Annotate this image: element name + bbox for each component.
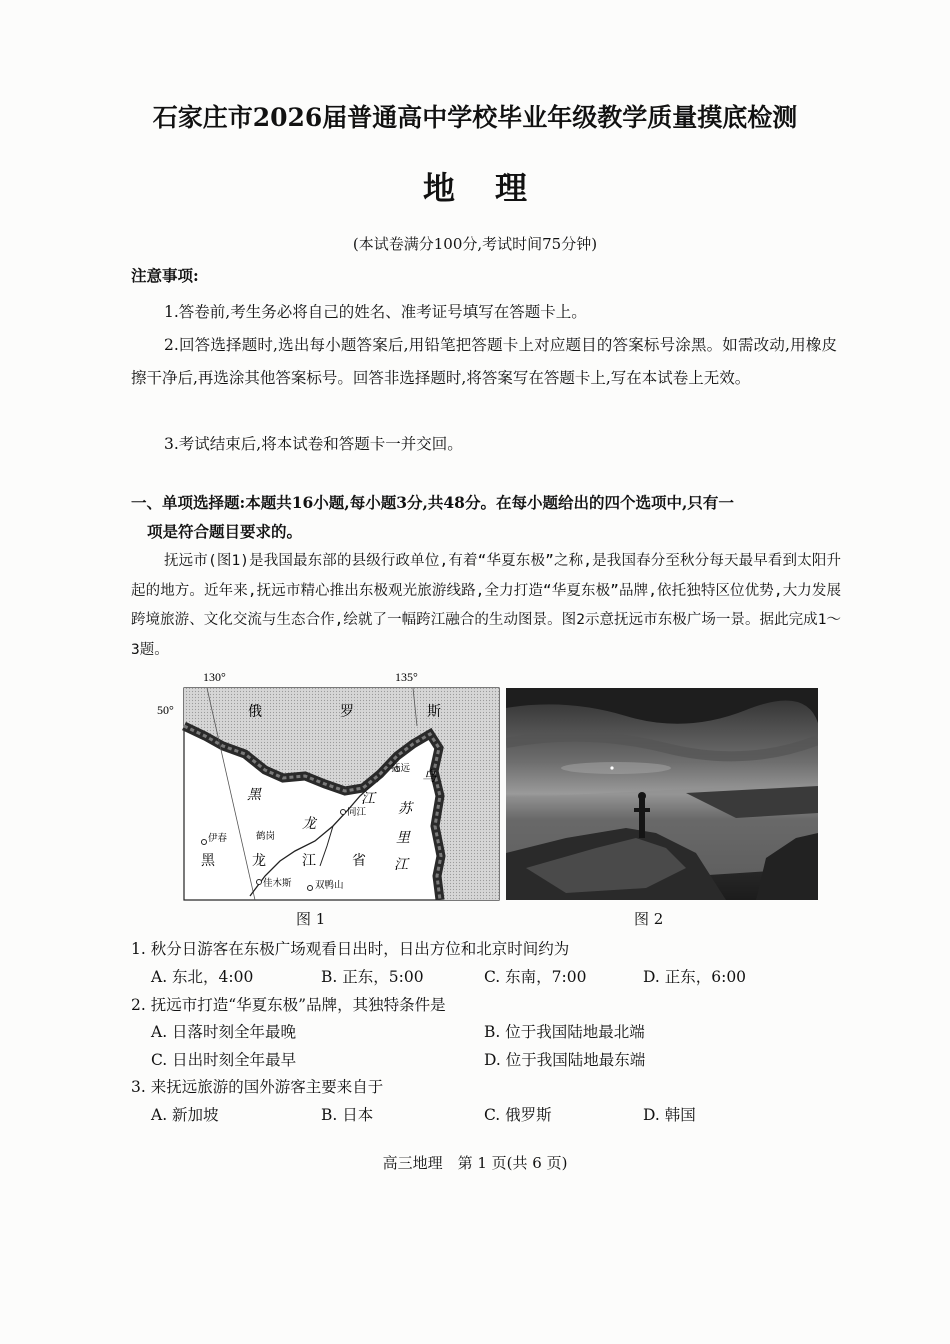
- question-1-option-a: A. 东北，4:00: [151, 968, 254, 986]
- wusuli-label-3: 里: [396, 830, 410, 846]
- province-label-4: 省: [352, 853, 366, 869]
- russia-label-2: 罗: [340, 704, 354, 720]
- river-label-1: 黑: [247, 787, 261, 803]
- city-tongjiang: 同江: [347, 807, 367, 818]
- lat-50-label: 50°: [157, 703, 174, 717]
- section-heading: [131, 488, 841, 546]
- question-3-option-a: A. 新加坡: [151, 1106, 219, 1124]
- exam-title: 石家庄市2026届普通高中学校毕业年级教学质量摸底检测: [152, 103, 798, 132]
- wusuli-label-2: 苏: [398, 801, 412, 817]
- notice-item-1: 1.答卷前,考生务必将自己的姓名、准考证号填写在答题卡上。: [164, 303, 587, 321]
- question-1-option-c: C. 东南，7:00: [484, 968, 587, 986]
- city-shuangyashan: 双鸭山: [315, 880, 344, 891]
- figure-2-caption: 图 2: [634, 910, 664, 928]
- question-3-option-b: B. 日本: [321, 1106, 374, 1124]
- figure-1-caption: 图 1: [296, 910, 326, 928]
- lon-130-label: 130°: [203, 670, 226, 684]
- province-label-1: 黑: [201, 853, 215, 869]
- river-label-3: 江: [361, 791, 375, 807]
- city-yichun: 伊春: [208, 833, 228, 844]
- river-label-2: 龙: [302, 816, 316, 832]
- figure-2-photo: [506, 688, 818, 900]
- notice-item-3: 3.考试结束后,将本试卷和答题卡一并交回。: [164, 435, 463, 453]
- subject-title: 地理: [422, 169, 567, 207]
- question-2-option-b: B. 位于我国陆地最北端: [484, 1023, 645, 1041]
- question-3-option-d: D. 韩国: [643, 1106, 696, 1124]
- question-3-stem: 3. 来抚远旅游的国外游客主要来自于: [131, 1078, 384, 1096]
- question-1-option-b: B. 正东，5:00: [321, 968, 424, 986]
- question-3-option-c: C. 俄罗斯: [484, 1106, 552, 1124]
- notice-item-2: 2.回答选择题时,选出每小题答案后,用铅笔把答题卡上对应题目的答案标号涂黑。如需改动,用橡皮擦干净后,再选涂其他答案标号。回答非选择题时,将答案写在答题卡上,写在本试卷上无效。: [131, 336, 837, 387]
- reading-passage: 抚远市(图1)是我国最东部的县级行政单位,有着“华夏东极”之称,是我国春分至秋分每天最早看到太阳升起的地方。近年来,抚远市精心推出东极观光旅游线路,全力打造“华夏东极”品牌,依托独特区位优势,大力发展跨境旅游、文化交流与生态合作,绘就了一幅跨江融合的生动图景。图2示意抚远市东极广场一景。据此完成1～3题。: [131, 553, 841, 658]
- question-1-stem: 1. 秋分日游客在东极广场观看日出时，日出方位和北京时间约为: [131, 940, 570, 958]
- wusuli-label-4: 江: [394, 857, 408, 873]
- figure-1-map: [155, 666, 505, 906]
- province-label-2: 龙: [252, 853, 266, 869]
- question-1-option-d: D. 正东，6:00: [643, 968, 747, 986]
- score-info: (本试卷满分100分,考试时间75分钟): [352, 235, 598, 253]
- city-fuyuan: 抚远: [391, 763, 411, 774]
- section-heading-line1: 一、单项选择题:本题共16小题,每小题3分,共48分。在每小题给出的四个选项中,只有一: [131, 493, 734, 512]
- city-hegang: 鹤岗: [256, 831, 276, 842]
- page-footer: 高三地理 第 1 页(共 6 页): [382, 1154, 568, 1172]
- section-heading-line2: 项是符合题目要求的。: [147, 522, 303, 541]
- question-2-option-a: A. 日落时刻全年最晚: [151, 1023, 297, 1041]
- russia-label-3: 斯: [427, 704, 441, 720]
- lon-135-label: 135°: [395, 670, 418, 684]
- city-jiamusi: 佳木斯: [263, 878, 292, 889]
- question-2-option-d: D. 位于我国陆地最东端: [484, 1051, 646, 1069]
- question-2-stem: 2. 抚远市打造“华夏东极”品牌，其独特条件是: [131, 996, 446, 1014]
- russia-label-1: 俄: [248, 704, 262, 720]
- province-label-3: 江: [302, 853, 316, 869]
- question-2-option-c: C. 日出时刻全年最早: [151, 1051, 297, 1069]
- wusuli-label-1: 乌: [422, 769, 436, 785]
- notice-heading: 注意事项:: [131, 266, 199, 285]
